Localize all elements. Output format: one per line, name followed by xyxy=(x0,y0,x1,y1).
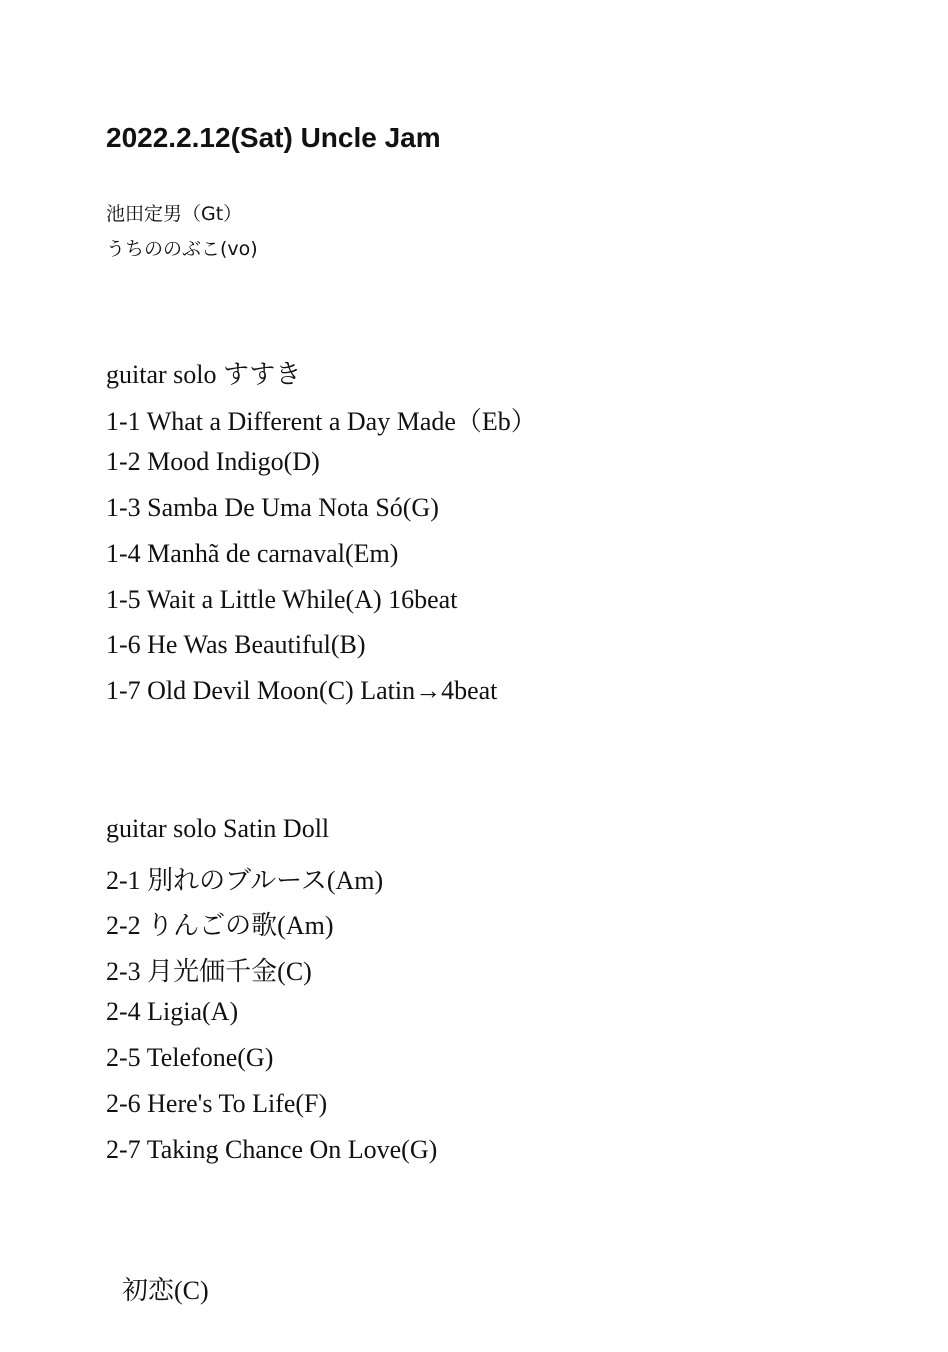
set1-song: 1-6 He Was Beautiful(B) xyxy=(106,630,366,659)
set2-song: 2-6 Here's To Life(F) xyxy=(106,1089,328,1118)
set2-song: 2-3 月光価千金(C) xyxy=(106,957,312,986)
set2-song: 2-4 Ligia(A) xyxy=(106,997,239,1026)
set1-song: 1-4 Manhã de carnaval(Em) xyxy=(106,539,399,568)
set2-song: 2-5 Telefone(G) xyxy=(106,1043,274,1072)
set1-heading: guitar solo すすき xyxy=(106,360,302,389)
performer-guitar: 池田定男（Gt） xyxy=(106,203,243,225)
set1-song: 1-3 Samba De Uma Nota Só(G) xyxy=(106,493,439,522)
set2-heading: guitar solo Satin Doll xyxy=(106,814,330,843)
set2-song: 2-2 りんごの歌(Am) xyxy=(106,911,334,940)
set1-song: 1-7 Old Devil Moon(C) Latin→4beat xyxy=(106,676,498,705)
page-title: 2022.2.12(Sat) Uncle Jam xyxy=(106,122,441,153)
encore-song: 初恋(C) xyxy=(122,1276,209,1305)
set1-song: 1-2 Mood Indigo(D) xyxy=(106,447,320,476)
performer-vocal: うちののぶこ(vo) xyxy=(106,238,258,260)
set1-song: 1-5 Wait a Little While(A) 16beat xyxy=(106,585,458,614)
set2-song: 2-1 別れのブルース(Am) xyxy=(106,866,384,895)
set2-song: 2-7 Taking Chance On Love(G) xyxy=(106,1135,438,1164)
set1-song: 1-1 What a Different a Day Made（Eb） xyxy=(106,407,537,436)
